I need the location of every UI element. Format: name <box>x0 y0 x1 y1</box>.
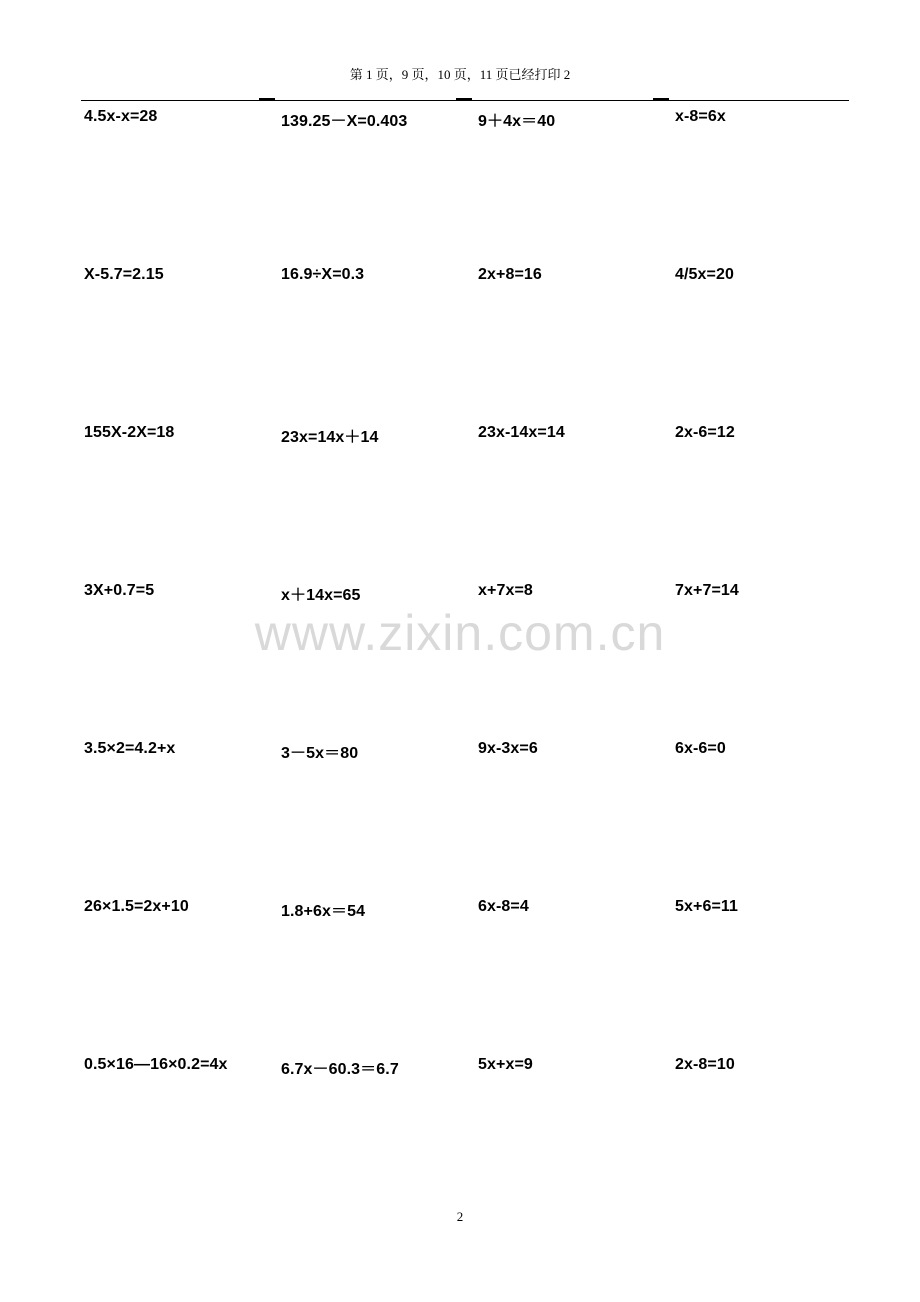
equation: 2x-8=10 <box>675 1056 735 1073</box>
header-rule-mark <box>259 98 275 100</box>
equation: 5x+x=9 <box>478 1056 533 1073</box>
equation: 3－5x＝80 <box>281 745 359 762</box>
equation: X-5.7=2.15 <box>84 266 164 283</box>
equation: 23x-14x=14 <box>478 424 565 441</box>
header-rule <box>81 100 849 101</box>
equation: 4.5x-x=28 <box>84 108 158 125</box>
equation: 2x-6=12 <box>675 424 735 441</box>
equation: x-8=6x <box>675 108 726 125</box>
page-number: 2 <box>456 1209 464 1224</box>
equation: 3.5×2=4.2+x <box>84 740 176 757</box>
equation: 3X+0.7=5 <box>84 582 155 599</box>
page-header: 第 1 页，9 页，10 页，11 页已经打印 2 <box>349 67 571 82</box>
equation: 23x=14x＋14 <box>281 429 379 446</box>
header-rule-mark <box>653 98 669 100</box>
equation: 9x-3x=6 <box>478 740 538 757</box>
equation: 9＋4x＝40 <box>478 113 556 130</box>
equation: 6x-8=4 <box>478 898 529 915</box>
equation: 26×1.5=2x+10 <box>84 898 189 915</box>
equation: 2x+8=16 <box>478 266 542 283</box>
equation: 6x-6=0 <box>675 740 726 757</box>
equation-grid <box>84 106 864 1212</box>
equation: x＋14x=65 <box>281 587 361 604</box>
equation: 4/5x=20 <box>675 266 734 283</box>
header-rule-mark <box>456 98 472 100</box>
equation: 7x+7=14 <box>675 582 739 599</box>
equation: x+7x=8 <box>478 582 533 599</box>
watermark: www.zixin.com.cn <box>254 605 666 661</box>
equation: 5x+6=11 <box>675 898 738 915</box>
equation: 0.5×16—16×0.2=4x <box>84 1056 228 1073</box>
equation: 155X-2X=18 <box>84 424 175 441</box>
equation: 139.25－X=0.403 <box>281 113 408 130</box>
equation: 16.9÷X=0.3 <box>281 266 365 283</box>
equation: 1.8+6x＝54 <box>281 903 366 920</box>
equation: 6.7x－60.3＝6.7 <box>281 1061 399 1078</box>
